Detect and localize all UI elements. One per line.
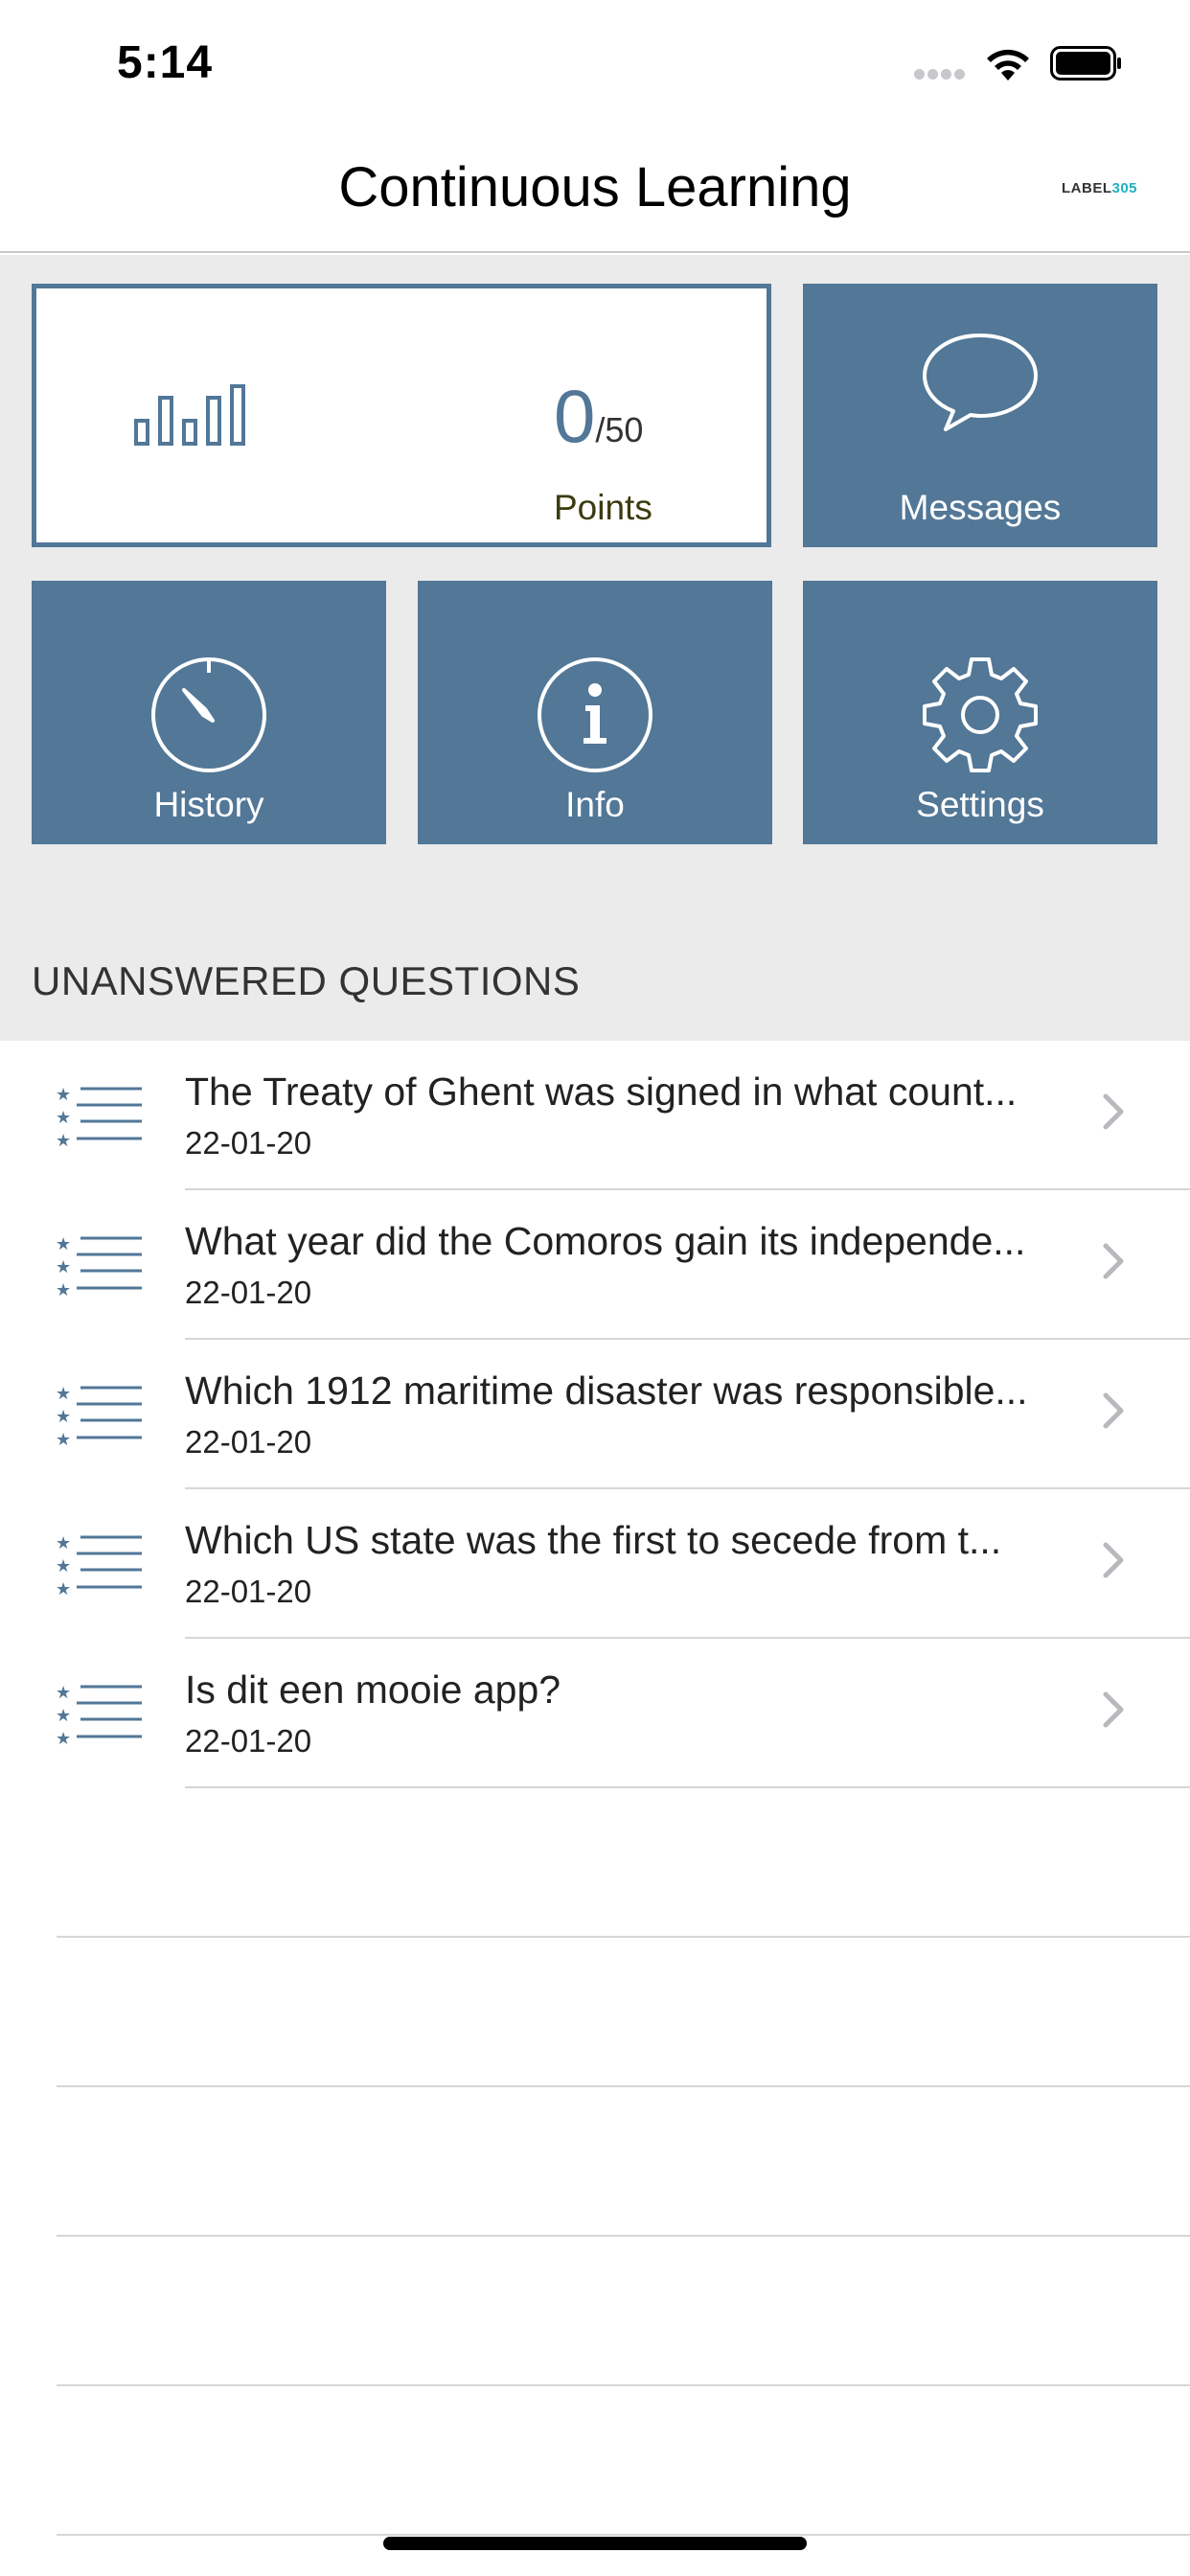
info-tile[interactable]	[418, 581, 772, 844]
question-date: 22-01-20	[185, 1275, 312, 1310]
svg-text:★: ★	[56, 1257, 72, 1277]
chevron-right-icon	[1100, 1240, 1127, 1282]
star-list-icon	[56, 1683, 144, 1746]
points-max: /50	[595, 410, 644, 449]
navigation-bar	[0, 126, 1190, 253]
settings-label: Settings	[916, 785, 1044, 824]
star-list-icon	[56, 1085, 144, 1148]
brand-logo-suffix: 305	[1111, 180, 1138, 196]
status-bar	[0, 0, 1190, 126]
list-item[interactable]	[0, 1639, 1190, 1788]
svg-text:★: ★	[56, 1280, 72, 1298]
empty-row-separator	[57, 2534, 1190, 2536]
bar-chart-icon	[132, 384, 251, 446]
points-value	[554, 373, 643, 460]
question-date: 22-01-20	[185, 1574, 312, 1609]
dashboard	[0, 255, 1190, 1041]
question-title: Is dit een mooie app?	[185, 1668, 561, 1712]
messages-tile[interactable]	[803, 284, 1157, 547]
info-label: Info	[565, 785, 625, 824]
svg-text:★: ★	[56, 1384, 72, 1404]
empty-row-separator	[57, 2085, 1190, 2087]
gear-icon	[921, 656, 1040, 774]
svg-text:★: ★	[56, 1234, 72, 1254]
svg-text:★: ★	[56, 1131, 72, 1148]
question-date: 22-01-20	[185, 1424, 312, 1460]
svg-text:★: ★	[56, 1430, 72, 1447]
section-header: UNANSWERED QUESTIONS	[32, 958, 581, 1003]
svg-text:★: ★	[56, 1579, 72, 1597]
svg-text:★: ★	[56, 1108, 72, 1128]
list-item[interactable]	[0, 1340, 1190, 1489]
settings-tile[interactable]	[803, 581, 1157, 844]
brand-logo	[1062, 180, 1137, 196]
list-item[interactable]	[0, 1489, 1190, 1639]
info-icon	[536, 656, 654, 774]
points-current: 0	[554, 374, 596, 458]
question-date: 22-01-20	[185, 1125, 312, 1161]
timer-icon	[149, 656, 268, 774]
brand-logo-prefix: LABEL	[1062, 180, 1112, 196]
star-list-icon	[56, 1384, 144, 1447]
question-title: Which US state was the first to secede from t...	[185, 1518, 1002, 1562]
question-title: What year did the Comoros gain its independe...	[185, 1219, 1026, 1263]
messages-label: Messages	[899, 488, 1062, 527]
svg-text:★: ★	[56, 1706, 72, 1726]
svg-text:★: ★	[56, 1085, 72, 1105]
points-tile[interactable]	[32, 284, 771, 547]
chevron-right-icon	[1100, 1390, 1127, 1432]
svg-text:★: ★	[56, 1683, 72, 1703]
question-list	[0, 1041, 1190, 1788]
empty-row-separator	[57, 2235, 1190, 2237]
status-time: 5:14	[117, 37, 214, 88]
question-title: The Treaty of Ghent was signed in what count...	[185, 1070, 1018, 1114]
points-label: Points	[554, 488, 652, 527]
star-list-icon	[56, 1533, 144, 1597]
empty-row-separator	[57, 1936, 1190, 1938]
empty-row-separator	[57, 2384, 1190, 2386]
list-item[interactable]	[0, 1190, 1190, 1340]
svg-text:★: ★	[56, 1533, 72, 1553]
chevron-right-icon	[1100, 1539, 1127, 1581]
home-indicator[interactable]	[383, 2537, 807, 2550]
wifi-icon	[983, 44, 1033, 82]
history-tile[interactable]	[32, 581, 386, 844]
speech-bubble-icon	[921, 332, 1040, 433]
chevron-right-icon	[1100, 1091, 1127, 1133]
svg-text:★: ★	[56, 1556, 72, 1576]
chevron-right-icon	[1100, 1689, 1127, 1731]
signal-icon	[914, 67, 968, 80]
svg-text:★: ★	[56, 1407, 72, 1427]
question-title: Which 1912 maritime disaster was responsible...	[185, 1368, 1028, 1413]
svg-text:★: ★	[56, 1729, 72, 1746]
list-item[interactable]	[0, 1041, 1190, 1190]
history-label: History	[153, 785, 264, 824]
row-divider	[185, 1786, 1190, 1788]
star-list-icon	[56, 1234, 144, 1298]
page-title: Continuous Learning	[338, 156, 852, 218]
battery-icon	[1050, 46, 1123, 80]
question-date: 22-01-20	[185, 1723, 312, 1759]
